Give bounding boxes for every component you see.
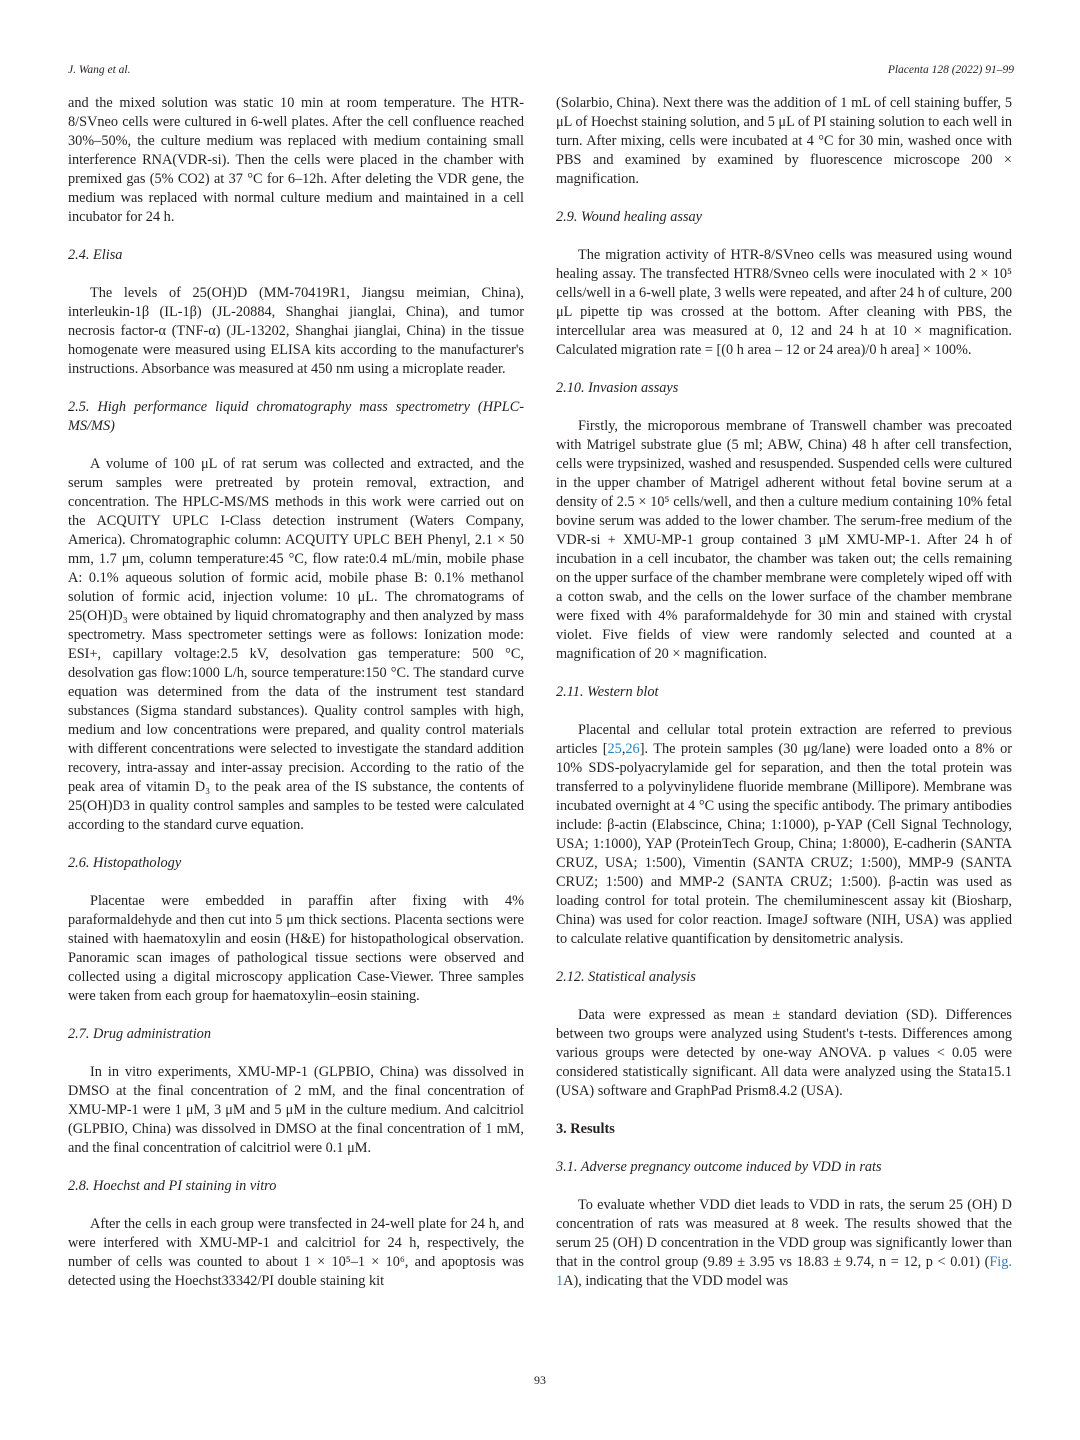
section-heading-results: 3. Results [556, 1121, 615, 1137]
section-heading-2-5: 2.5. High performance liquid chromatography mass spectrometry (HPLC-MS/MS) [68, 399, 524, 434]
paragraph-invasion: Firstly, the microporous membrane of Transwell chamber was precoated with Matrigel substrate glue (5 ml; ABW, China) 48 h after cell transfection, cells were trypsinized, washed and resuspended. Suspended cells were cultured in the upper chamber of Matrigel adherent without fetal bovine serum at a density of 2.5 × 10⁵ cells/well, and then a culture medium containing 10% fetal bovine serum was added to the lower chamber. The serum-free medium of the VDR-si + XMU-MP-1 group contained 3 μM XMU-MP-1. After 24 h of incubation in a cell incubator, the chamber was taken out; the cells remaining on the upper surface of the chamber membrane were completely wiped off with a cotton swab, and the cells on the lower surface of the chamber membrane were fixed with 4% paraformaldehyde for 30 min and stained with crystal violet. Five fields of view were randomly selected and counted at a magnification of 20 × magnification. [556, 418, 1012, 662]
reference-link-25[interactable]: 25 [607, 741, 622, 757]
running-header-journal: Placenta 128 (2022) 91–99 [887, 64, 1014, 76]
reference-separator: , [621, 741, 626, 757]
section-heading-2-8: 2.8. Hoechst and PI staining in vitro [68, 1178, 277, 1194]
paragraph-western-blot [556, 721, 1012, 949]
section-heading-2-12: 2.12. Statistical analysis [556, 969, 696, 985]
right-column [556, 94, 1012, 1291]
paragraph-vdd-outcome [556, 1196, 1012, 1291]
paragraph-elisa: The levels of 25(OH)D (MM-70419R1, Jiangsu meimian, China), interleukin-1β (IL-1β) (JL-20884, Shanghai jianglai, China), and tumor necrosis factor-α (TNF-α) (JL-13202, Shanghai jianglai, China) in the tissue homogenate were measured using ELISA kits according to the manufacturer's instructions. Absorbance was measured at 450 nm using a microplate reader. [68, 285, 524, 377]
paragraph-cell-culture-continued: and the mixed solution was static 10 min at room temperature. The HTR-8/SVneo cells were cultured in 6-well plates. After the cell confluence reached 30%–50%, the culture medium was replaced with medium containing small interference RNA(VDR-si). Then the cells were placed in the chamber with premixed gas (5% CO2) at 37 °C for 6–12h. After deleting the VDR gene, the medium was replaced with normal culture medium and maintained in a cell incubator for 24 h. [68, 95, 524, 225]
section-heading-2-10: 2.10. Invasion assays [556, 380, 679, 396]
section-heading-2-7: 2.7. Drug administration [68, 1026, 211, 1042]
figure-link-1[interactable]: Fig. 1 [556, 1254, 1012, 1289]
page-number: 93 [534, 1373, 546, 1387]
paragraph-histopathology: Placentae were embedded in paraffin after fixing with 4% paraformaldehyde and then cut into 5 μm thick sections. Placenta sections were stained with haematoxylin and eosin (H&E) for histopathological observation. Panoramic scan images of pathological tissue sections were observed and collected using a digital microscopy application Case-Viewer. Three samples were taken from each group for haematoxylin–eosin staining. [68, 893, 524, 1004]
reference-link-26[interactable]: 26 [625, 741, 640, 757]
paragraph-drug-administration: In in vitro experiments, XMU-MP-1 (GLPBIO, China) was dissolved in DMSO at the final concentration of 2 mM, and the final concentration of XMU-MP-1 were 1 μM, 3 μM and 5 μM in the culture medium. And calcitriol (GLPBIO, China) was dissolved in DMSO at the final concentration of 1 mM, and the final concentration of calcitriol were 0.1 μM. [68, 1064, 524, 1156]
paragraph-hoechst-continued: (Solarbio, China). Next there was the addition of 1 mL of cell staining buffer, 5 μL of Hoechst staining solution, and 5 μL of PI staining solution to each well in turn. After mixing, cells were incubated at 4 °C for 30 min, washed once with PBS and examined by examined by fluorescence microscope 200 × magnification. [556, 95, 1012, 187]
vdd-outcome-text-start: To evaluate whether VDD diet leads to VDD in rats, the serum 25 (OH) D concentration of rats was measured at 8 week. The results showed that the serum 25 (OH) D concentration in the VDD group was significantly lower than that in the control group (9.89 ± 3.95 vs 18.83 ± 9.74, n = 12, p < 0.01) ( [556, 1197, 1012, 1270]
paragraph-wound-healing: The migration activity of HTR-8/SVneo cells was measured using wound healing assay. The transfected HTR8/Svneo cells were inoculated with 2 × 10⁵ cells/well in a 6-well plate, 3 wells were repeated, and after 24 h of culture, 200 μL pipette tip was crossed at the bottom. After cleaning with PBS, the intercellular area was measured at 0, 12 and 24 h at 10 × magnification. Calculated migration rate = [(0 h area – 12 or 24 area)/0 h area] × 100%. [556, 247, 1012, 358]
running-header-authors: J. Wang et al. [68, 64, 131, 76]
paragraph-hoechst-pi: After the cells in each group were transfected in 24-well plate for 24 h, and were interfered with XMU-MP-1 and calcitriol for 24 h, respectively, the number of cells was counted to about 1 × 10⁵–1 × 10⁶, and apoptosis was detected using the Hoechst33342/PI double staining kit [68, 1216, 524, 1289]
section-heading-2-6: 2.6. Histopathology [68, 855, 182, 871]
section-heading-2-4: 2.4. Elisa [68, 247, 123, 263]
section-heading-3-1: 3.1. Adverse pregnancy outcome induced by VDD in rats [556, 1159, 882, 1175]
section-heading-2-11: 2.11. Western blot [556, 684, 659, 700]
section-heading-2-9: 2.9. Wound healing assay [556, 209, 703, 225]
left-column [68, 94, 524, 1291]
vdd-outcome-text-end: A), indicating that the VDD model was [563, 1273, 789, 1289]
western-blot-text-end: ]. The protein samples (30 μg/lane) were loaded onto a 8% or 10% SDS-polyacrylamide gel for separation, and then the total protein was transferred to a polyvinylidene fluoride membrane (Millipore). Membrane was incubated overnight at 4 °C using the specific antibody. The primary antibodies include: β-actin (Elabscince, China; 1:1000), p-YAP (Cell Signal Technology, USA; 1:1000), YAP (ProteinTech Group, China; 1:8000), E-cadherin (SANTA CRUZ, USA; 1:500), Vimentin (SANTA CRUZ; 1:500), MMP-9 (SANTA CRUZ; 1:500) and MMP-2 (SANTA CRUZ; 1:500). β-actin was used as loading control for total protein. The chemiluminescent assay kit (Biosharp, China) was used for color reaction. ImageJ software (NIH, USA) was applied to calculate relative quantification by densitometric analysis. [556, 741, 1012, 947]
paragraph-hplc: A volume of 100 μL of rat serum was collected and extracted, and the serum samples were pretreated by protein removal, extraction, and concentration. The HPLC-MS/MS methods in this work were carried out on the ACQUITY UPLC I-Class detection instrument (Waters Company, America). Chromatographic column: ACQUITY UPLC BEH Phenyl, 2.1 × 50 mm, 1.7 μm, column temperature:45 °C, flow rate:0.4 mL/min, mobile phase A: 0.1% aqueous solution of formic acid, mobile phase B: 0.1% methanol solution of formic acid, injection volume: 10 μL. The chromatograms of 25(OH)D₃ were obtained by liquid chromatography and then analyzed by mass spectrometry. Mass spectrometer settings were as follows: Ionization mode: ESI+, capillary voltage:2.5 kV, desolvation gas temperature: 500 °C, desolvation gas flow:1000 L/h, source temperature:150 °C. The standard curve equation was determined from the data of the instrument test standard substances (Sigma standard substances). Quality control samples with high, medium and low concentrations were prepared, and quality control materials with different concentrations were selected to investigate the standard addition recovery, intra-assay and inter-assay precision. According to the ratio of the peak area of vitamin D₃ to the peak area of the IS substance, the contents of 25(OH)D3 in quality control samples and samples to be tested were calculated according to the standard curve equation. [68, 456, 524, 833]
paragraph-statistics: Data were expressed as mean ± standard deviation (SD). Differences between two groups were analyzed using Student's t-tests. Differences among various groups were detected by one-way ANOVA. p values < 0.05 were considered statistically significant. All data were analyzed using the Stata15.1 (USA) software and GraphPad Prism8.4.2 (USA). [556, 1007, 1012, 1099]
western-blot-text-start: Placental and cellular total protein extraction are referred to previous articles [ [556, 722, 1012, 757]
